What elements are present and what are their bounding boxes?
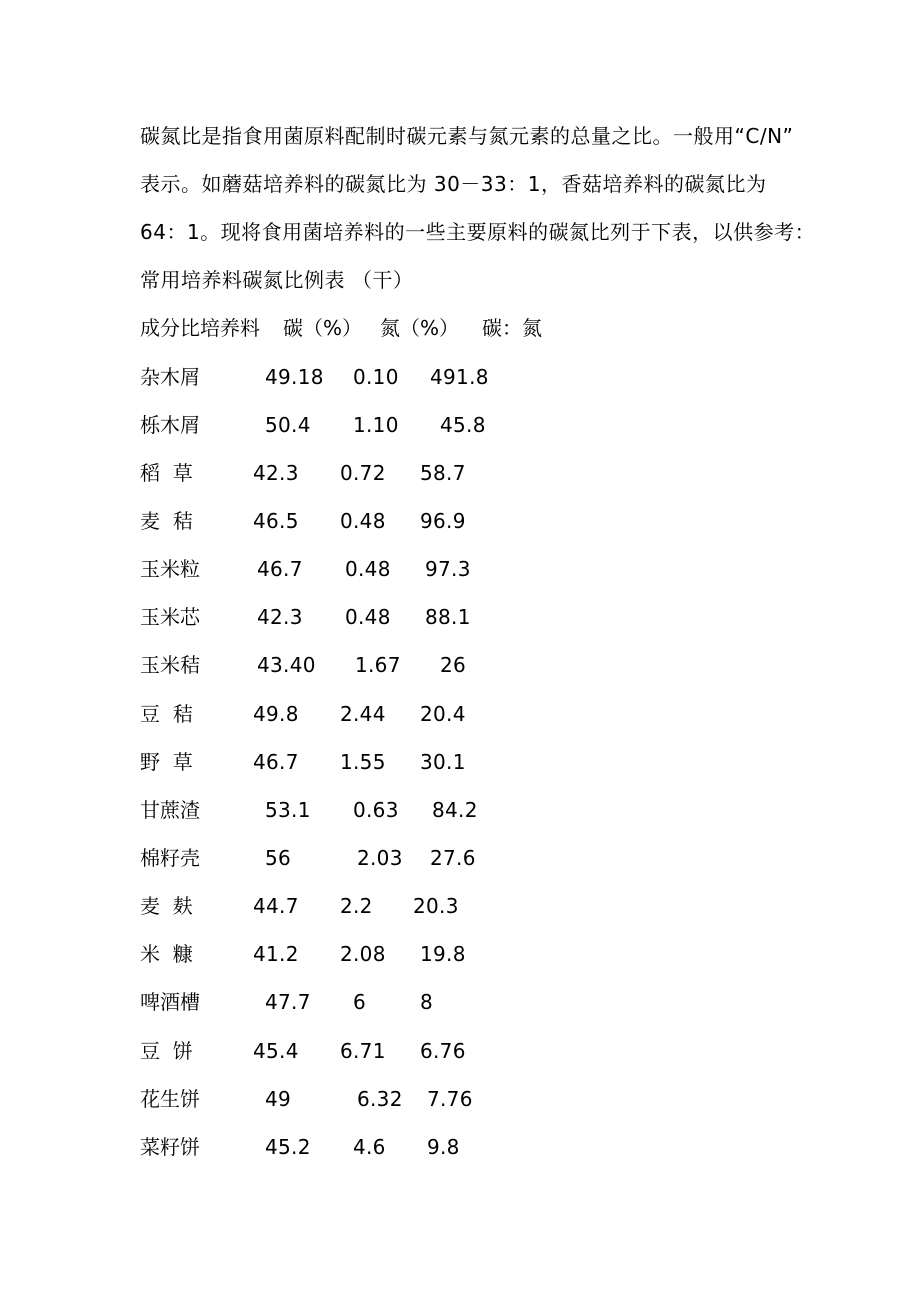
cell-ratio: 7.76 bbox=[427, 1087, 473, 1111]
cell-ratio: 491.8 bbox=[430, 365, 489, 389]
table-row bbox=[140, 702, 840, 726]
cell-carbon: 42.3 bbox=[253, 461, 299, 485]
cell-carbon: 56 bbox=[265, 846, 292, 870]
cell-ratio: 8 bbox=[420, 990, 434, 1014]
cell-material: 麦 麸 bbox=[140, 894, 193, 918]
paragraph-line-2: 表示。如蘑菇培养料的碳氮比为 30－33：1，香菇培养料的碳氮比为 bbox=[140, 172, 767, 196]
cell-nitrogen: 2.03 bbox=[357, 846, 403, 870]
cell-carbon: 49.8 bbox=[253, 702, 299, 726]
header-ratio: 碳：氮 bbox=[482, 316, 542, 340]
cell-nitrogen: 0.72 bbox=[340, 461, 386, 485]
table-row bbox=[140, 1039, 840, 1063]
cell-ratio: 84.2 bbox=[432, 798, 478, 822]
cell-nitrogen: 0.63 bbox=[353, 798, 399, 822]
table-row bbox=[140, 750, 840, 774]
paragraph-line-3: 64：1。现将食用菌培养料的一些主要原料的碳氮比列于下表，以供参考： bbox=[140, 220, 816, 244]
cell-material: 玉米芯 bbox=[140, 605, 200, 629]
cell-material: 豆 饼 bbox=[140, 1039, 193, 1063]
cell-nitrogen: 0.48 bbox=[345, 557, 391, 581]
cell-material: 麦 秸 bbox=[140, 509, 193, 533]
cell-nitrogen: 1.67 bbox=[355, 653, 401, 677]
cell-ratio: 27.6 bbox=[430, 846, 476, 870]
cell-carbon: 46.5 bbox=[253, 509, 299, 533]
cell-carbon: 47.7 bbox=[265, 990, 311, 1014]
cell-ratio: 45.8 bbox=[440, 413, 486, 437]
cell-material: 甘蔗渣 bbox=[140, 798, 200, 822]
table-row bbox=[140, 990, 840, 1014]
cell-ratio: 9.8 bbox=[427, 1135, 460, 1159]
table-row bbox=[140, 798, 840, 822]
cell-nitrogen: 6.71 bbox=[340, 1039, 386, 1063]
cell-carbon: 46.7 bbox=[257, 557, 303, 581]
table-row bbox=[140, 1087, 840, 1111]
cell-carbon: 53.1 bbox=[265, 798, 311, 822]
cell-ratio: 96.9 bbox=[420, 509, 466, 533]
cell-ratio: 19.8 bbox=[420, 942, 466, 966]
cell-carbon: 45.2 bbox=[265, 1135, 311, 1159]
cell-ratio: 58.7 bbox=[420, 461, 466, 485]
table-row bbox=[140, 413, 840, 437]
cell-material: 稻 草 bbox=[140, 461, 193, 485]
table-row bbox=[140, 365, 840, 389]
cell-carbon: 49 bbox=[265, 1087, 292, 1111]
cell-nitrogen: 6 bbox=[353, 990, 367, 1014]
cell-material: 杂木屑 bbox=[140, 365, 200, 389]
cell-nitrogen: 6.32 bbox=[357, 1087, 403, 1111]
cell-material: 米 糠 bbox=[140, 942, 193, 966]
table-header-row bbox=[140, 316, 840, 340]
cell-material: 豆 秸 bbox=[140, 702, 193, 726]
cell-nitrogen: 2.08 bbox=[340, 942, 386, 966]
table-row bbox=[140, 461, 840, 485]
table-row bbox=[140, 557, 840, 581]
cell-material: 啤酒槽 bbox=[140, 990, 200, 1014]
cell-material: 玉米秸 bbox=[140, 653, 200, 677]
cell-ratio: 20.3 bbox=[413, 894, 459, 918]
cell-carbon: 43.40 bbox=[257, 653, 316, 677]
cell-carbon: 50.4 bbox=[265, 413, 311, 437]
header-material: 成分比培养料 bbox=[140, 316, 260, 340]
cell-carbon: 42.3 bbox=[257, 605, 303, 629]
cell-material: 花生饼 bbox=[140, 1087, 200, 1111]
cell-nitrogen: 2.44 bbox=[340, 702, 386, 726]
cell-carbon: 44.7 bbox=[253, 894, 299, 918]
cell-carbon: 45.4 bbox=[253, 1039, 299, 1063]
header-nitrogen: 氮（%） bbox=[380, 316, 460, 340]
cell-material: 棉籽壳 bbox=[140, 846, 200, 870]
cell-carbon: 49.18 bbox=[265, 365, 324, 389]
cell-nitrogen: 4.6 bbox=[353, 1135, 386, 1159]
cell-ratio: 26 bbox=[440, 653, 467, 677]
cell-nitrogen: 0.48 bbox=[345, 605, 391, 629]
table-row bbox=[140, 653, 840, 677]
paragraph-line-1: 碳氮比是指食用菌原料配制时碳元素与氮元素的总量之比。一般用“C/N” bbox=[140, 124, 794, 148]
cell-material: 玉米粒 bbox=[140, 557, 200, 581]
cell-ratio: 6.76 bbox=[420, 1039, 466, 1063]
cell-nitrogen: 2.2 bbox=[340, 894, 373, 918]
table-row bbox=[140, 894, 840, 918]
cell-ratio: 97.3 bbox=[425, 557, 471, 581]
cell-carbon: 41.2 bbox=[253, 942, 299, 966]
cell-material: 栎木屑 bbox=[140, 413, 200, 437]
cell-nitrogen: 0.10 bbox=[353, 365, 399, 389]
table-row bbox=[140, 605, 840, 629]
cell-nitrogen: 1.55 bbox=[340, 750, 386, 774]
table-title: 常用培养料碳氮比例表 （干） bbox=[140, 268, 414, 292]
cell-material: 野 草 bbox=[140, 750, 193, 774]
cell-ratio: 88.1 bbox=[425, 605, 471, 629]
cell-nitrogen: 1.10 bbox=[353, 413, 399, 437]
cell-material: 菜籽饼 bbox=[140, 1135, 200, 1159]
table-row bbox=[140, 846, 840, 870]
table-row bbox=[140, 509, 840, 533]
table-row bbox=[140, 1135, 840, 1159]
cell-carbon: 46.7 bbox=[253, 750, 299, 774]
cell-ratio: 20.4 bbox=[420, 702, 466, 726]
cell-nitrogen: 0.48 bbox=[340, 509, 386, 533]
table-row bbox=[140, 942, 840, 966]
header-carbon: 碳（%） bbox=[283, 316, 363, 340]
cell-ratio: 30.1 bbox=[420, 750, 466, 774]
